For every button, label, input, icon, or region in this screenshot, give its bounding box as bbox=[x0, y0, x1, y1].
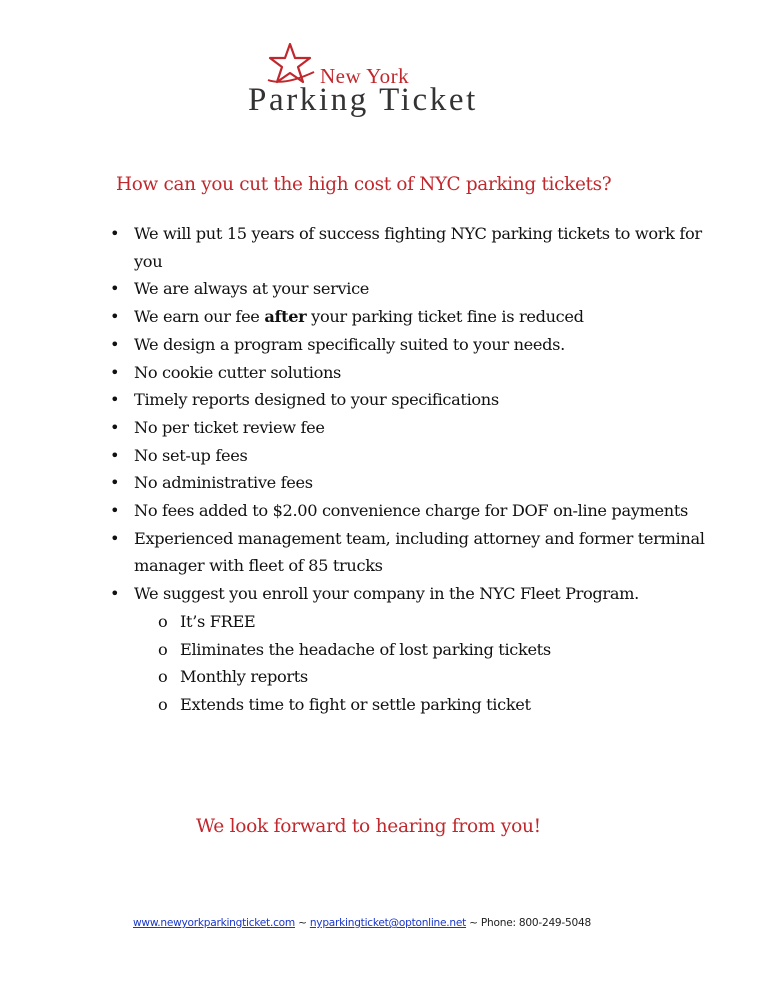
footer-contact: www.newyorkparkingticket.com ~ nyparkingticket@optonline.net ~ Phone: 800-249-5048 bbox=[133, 917, 591, 929]
sub-list-item: o Monthly reports bbox=[134, 663, 708, 691]
website-link[interactable]: www.newyorkparkingticket.com bbox=[133, 917, 295, 929]
list-item: • No per ticket review fee bbox=[108, 414, 708, 442]
list-item: • No cookie cutter solutions bbox=[108, 359, 708, 387]
closing-message: We look forward to hearing from you! bbox=[196, 816, 541, 837]
fleet-program-sublist bbox=[134, 608, 708, 719]
list-item: • We suggest you enroll your company in the NYC Fleet Program. o It’s FREE o Eliminates the headache of lost parking tickets o Monthly reports o Extends time to fight or settle parking ticket bbox=[108, 580, 708, 719]
list-item: • No fees added to $2.00 convenience charge for DOF on-line payments bbox=[108, 497, 708, 525]
list-item: • Timely reports designed to your specifications bbox=[108, 386, 708, 414]
list-item: • We design a program specifically suited to your needs. bbox=[108, 331, 708, 359]
logo-new-york: New York bbox=[320, 64, 410, 88]
list-item: • We earn our fee after your parking ticket fine is reduced bbox=[108, 303, 708, 331]
sub-list-item: o It’s FREE bbox=[134, 608, 708, 636]
email-link[interactable]: nyparkingticket@optonline.net bbox=[309, 917, 467, 929]
list-item: • No administrative fees bbox=[108, 469, 708, 497]
emphasis-after: after bbox=[264, 307, 307, 327]
list-item: • We will put 15 years of success fighting NYC parking tickets to work for you bbox=[108, 220, 708, 275]
page-heading: How can you cut the high cost of NYC parking tickets? bbox=[116, 174, 612, 195]
list-item: • We are always at your service bbox=[108, 275, 708, 303]
phone-text: ~ Phone: 800-249-5048 bbox=[466, 917, 591, 929]
list-item: • No set-up fees bbox=[108, 442, 708, 470]
list-item: • Experienced management team, including attorney and former terminal manager with fleet of 85 trucks bbox=[108, 525, 708, 580]
sub-list-item: o Extends time to fight or settle parking ticket bbox=[134, 691, 708, 719]
logo bbox=[248, 42, 528, 122]
benefits-list bbox=[108, 220, 708, 719]
logo-parking-ticket: Parking Ticket bbox=[248, 82, 478, 118]
sub-list-item: o Eliminates the headache of lost parking tickets bbox=[134, 636, 708, 664]
